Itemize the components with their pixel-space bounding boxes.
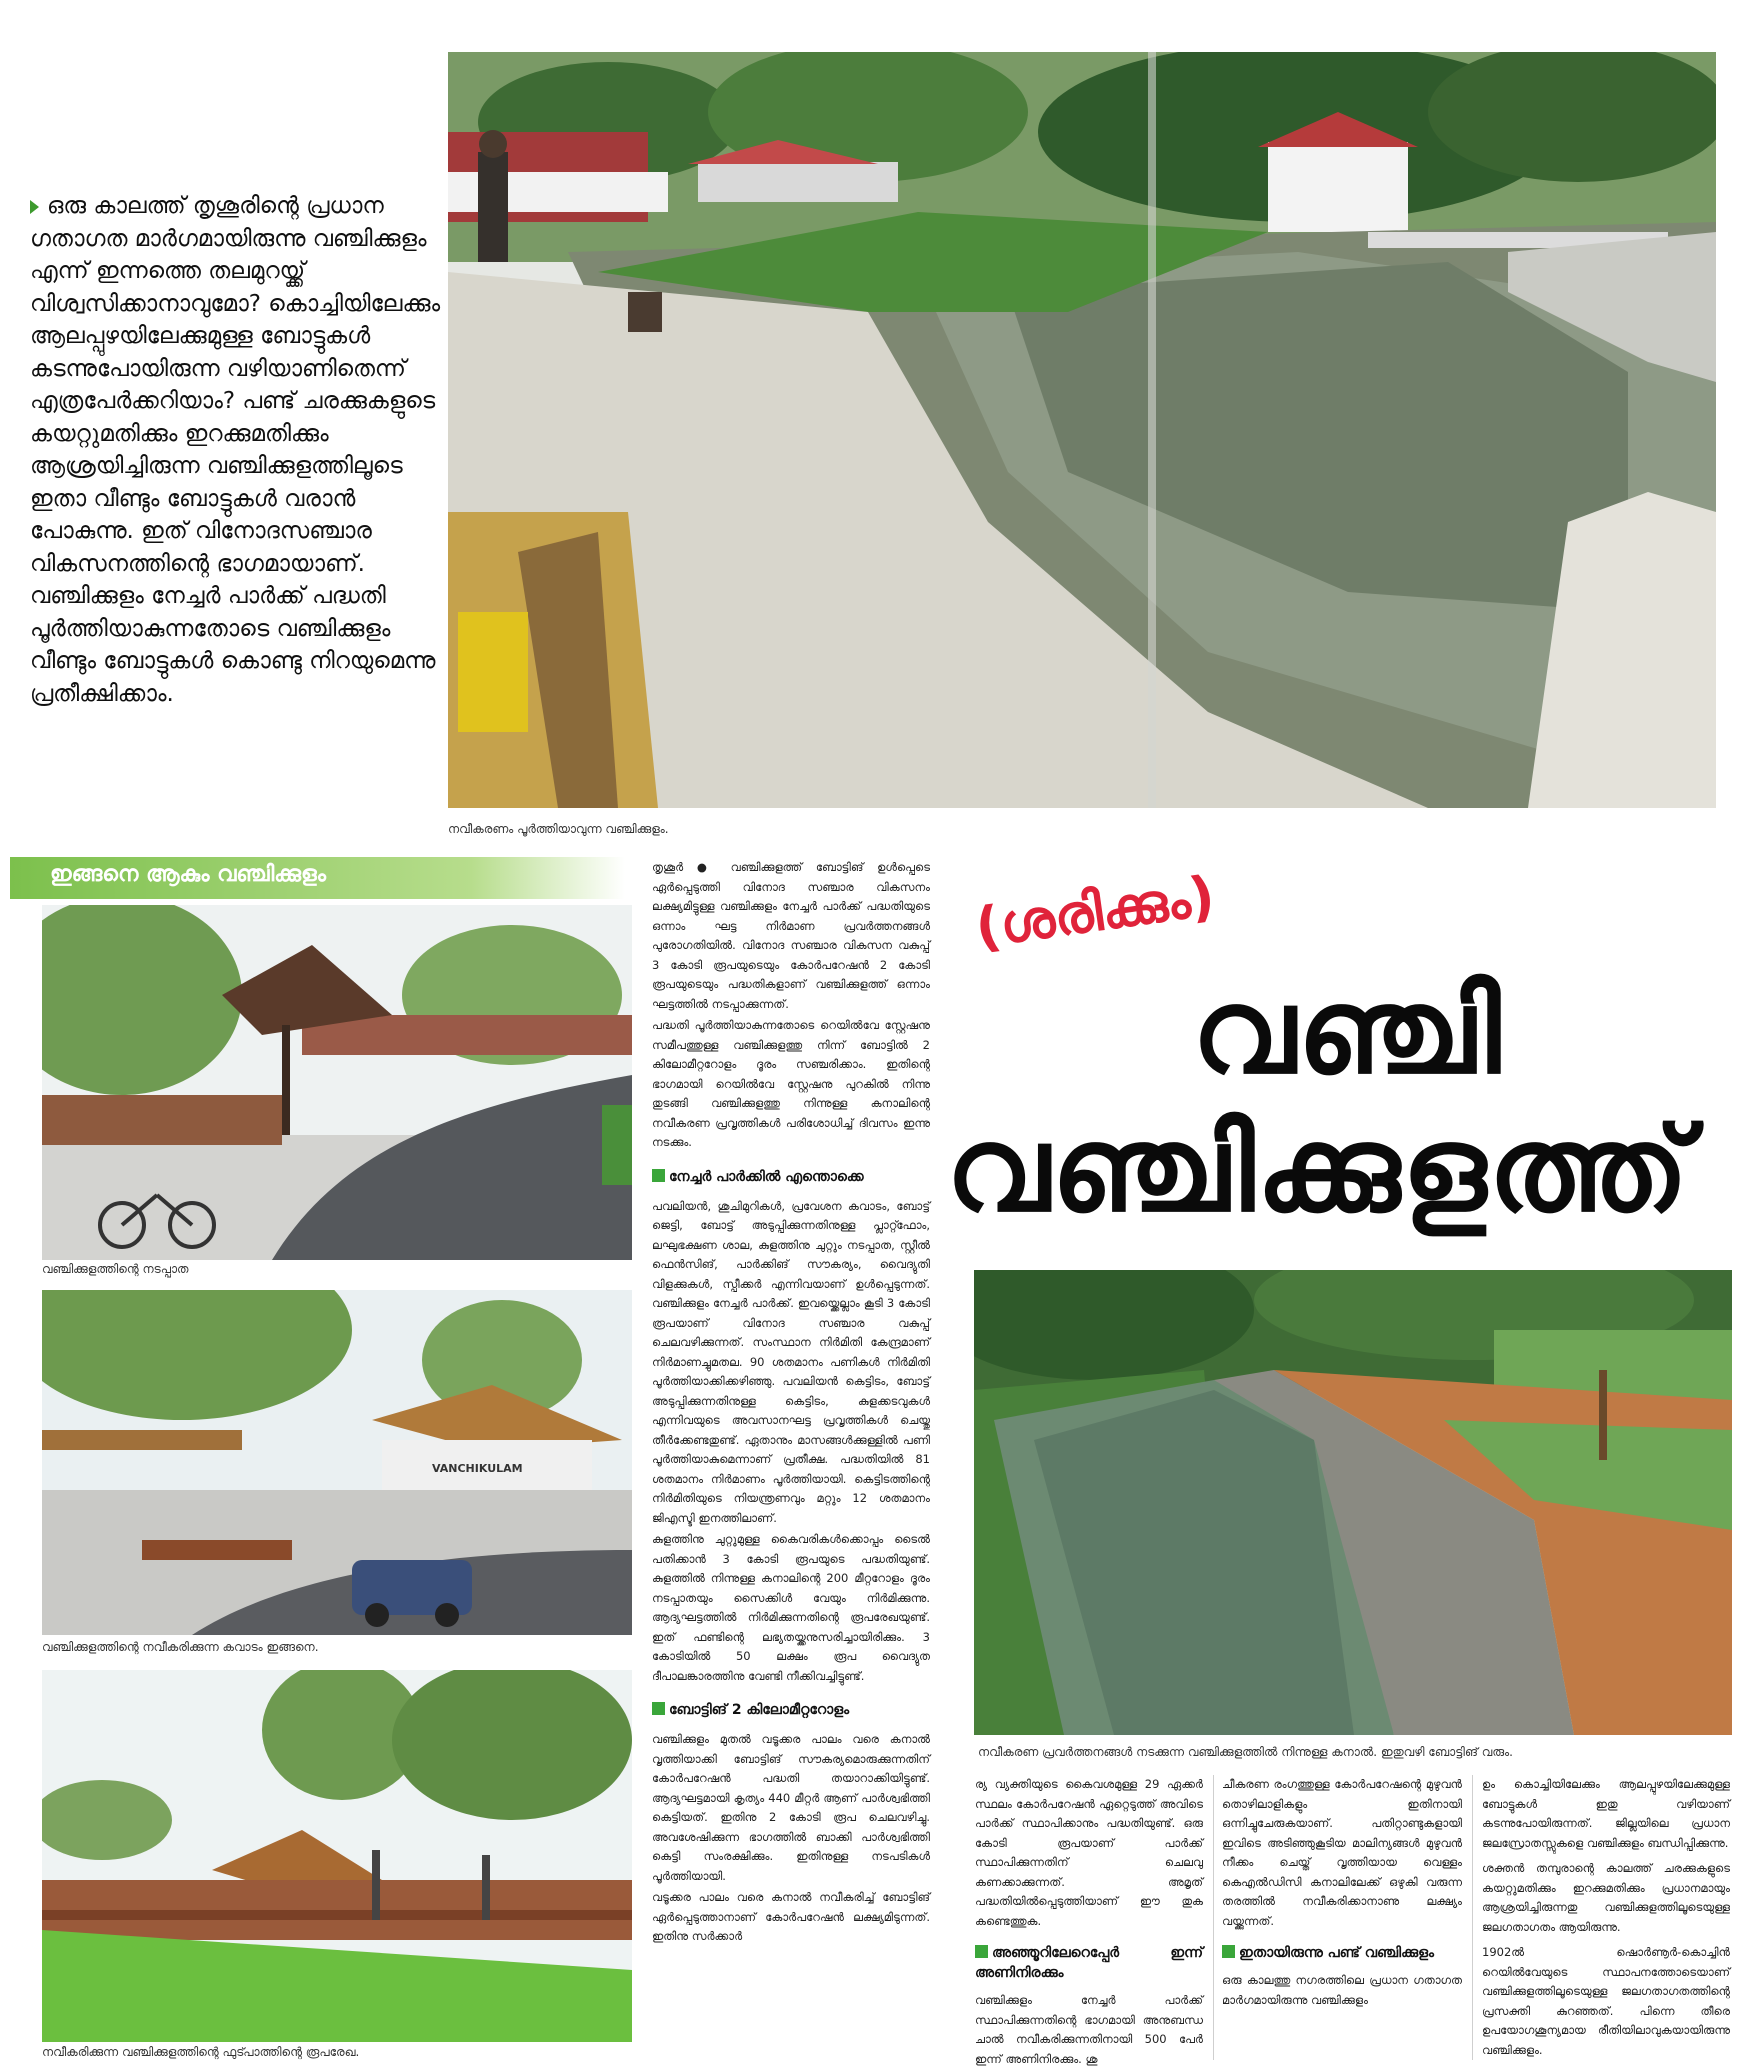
column-divider bbox=[1213, 1775, 1214, 2060]
green-square-icon bbox=[652, 1702, 665, 1715]
article-paragraph: പദ്ധതി പൂർത്തിയാകുന്നതോടെ റെയിൽവേ സ്റ്റേഷനു സമീപത്തുള്ള വഞ്ചിക്കുളത്തു നിന്ന് ബോട്ടിൽ 2 കിലോമീറ്ററോളം ദൂരം സഞ്ചരിക്കാം. ഇതിന്റെ ഭാഗമായി റെയിൽവേ സ്റ്റേഷനു പുറകിൽ നിന്നു തുടങ്ങി വഞ്ചിക്കുളത്തു നിന്നുള്ള കനാലിന്റെ നവീകരണ പ്രവൃത്തികൾ പരിശോധിച്ച് ദിവസം ഇന്നു നടക്കും. bbox=[652, 1018, 930, 1149]
canal-photo bbox=[974, 1270, 1732, 1735]
entrance-sign: VANCHIKULAM bbox=[432, 1462, 523, 1475]
bullet-marker bbox=[30, 200, 39, 214]
headline-kicker: (ശരിക്കും) bbox=[971, 863, 1219, 960]
article-column-4 bbox=[1482, 1775, 1730, 2060]
walkway-render-caption: വഞ്ചിക്കുളത്തിന്റെ നടപ്പാത bbox=[42, 1262, 189, 1276]
headline-line-2: വഞ്ചിക്കുളത്ത് bbox=[946, 1100, 1691, 1238]
pond-photo bbox=[448, 52, 1716, 808]
canal-photo-caption: നവീകരണ പ്രവർത്തനങ്ങൾ നടക്കുന്ന വഞ്ചിക്കുളത്തിൽ നിന്നുള്ള കനാൽ. ഇതുവഴി ബോട്ടിങ് വരും. bbox=[978, 1745, 1513, 1759]
intro-text: ഒരു കാലത്ത് തൃശൂരിന്റെ പ്രധാന ഗതാഗത മാർഗമായിരുന്നു വഞ്ചിക്കുളം എന്ന് ഇന്നത്തെ തലമുറയ്ക്ക് വിശ്വസിക്കാനാവുമോ? കൊച്ചിയിലേക്കും ആലപ്പുഴയിലേക്കുമുള്ള ബോട്ടുകൾ കടന്നുപോയിരുന്ന വഴിയാണിതെന്ന് എത്രപേർക്കറിയാം? പണ്ട് ചരക്കുകളുടെ കയറ്റുമതിക്കും ഇറക്കുമതിക്കും ആശ്രയിച്ചിരുന്ന വഞ്ചിക്കുളത്തിലൂടെ ഇതാ വീണ്ടും ബോട്ടുകൾ വരാൻ പോകുന്നു. ഇത് വിനോദസഞ്ചാര വികസനത്തിന്റെ ഭാഗമായാണ്. വഞ്ചിക്കുളം നേച്ചർ പാർക്ക് പദ്ധതി പൂർത്തിയാകുന്നതോടെ വഞ്ചിക്കുളം വീണ്ടും ബോട്ടുകൾ കൊണ്ടു നിറയുമെന്നു പ്രതീക്ഷിക്കാം. bbox=[30, 193, 441, 707]
article-column-2 bbox=[975, 1775, 1203, 2069]
article-paragraph: ഒരു കാലത്തു നഗരത്തിലെ പ്രധാന ഗതാഗത മാർഗമായിരുന്നു വഞ്ചിക്കുളം bbox=[1222, 1973, 1462, 2007]
article-paragraph: തൃശൂർ ● വഞ്ചിക്കുളത്ത് ബോട്ടിങ് ഉൾപ്പെടെ ഏർപ്പെടുത്തി വിനോദ സഞ്ചാര വികസനം ലക്ഷ്യമിട്ടുള്ള വഞ്ചിക്കുളം നേച്ചർ പാർക്ക് പദ്ധതിയുടെ ഒന്നാം ഘട്ട നിർമാണ പ്രവർത്തനങ്ങൾ പുരോഗതിയിൽ. വിനോദ സഞ്ചാര വികസന വകുപ്പ് 3 കോടി രൂപയുടെയും കോർപറേഷൻ 2 കോടി രൂപയുടെയും പദ്ധതികളാണ് വഞ്ചിക്കുളത്ത് ഒന്നാം ഘട്ടത്തിൽ നടപ്പാക്കുന്നത്. bbox=[652, 860, 930, 1011]
article-column-1 bbox=[652, 858, 930, 1947]
article-paragraph: വഞ്ചിക്കുളം മുതൽ വടൂക്കര പാലം വരെ കനാൽ വൃത്തിയാക്കി ബോട്ടിങ് സൗകര്യമൊരുക്കുന്നതിന് കോർപറേഷൻ പദ്ധതി തയാറാക്കിയിട്ടുണ്ട്. ആദ്യഘട്ടമായി കൃത്യം 440 മീറ്റർ ആണ് പാർശ്വഭിത്തി കെട്ടിയത്. ഇതിനു 2 കോടി രൂപ ചെലവഴിച്ചു. അവശേഷിക്കുന്ന ഭാഗത്തിൽ ബാക്കി പാർശ്വഭിത്തി കെട്ടി സംരക്ഷിക്കും. ഇതിനുള്ള നടപടികൾ പൂർത്തിയായി. bbox=[652, 1732, 930, 1883]
article-paragraph: ശക്തൻ തമ്പുരാന്റെ കാലത്ത് ചരക്കുകളുടെ കയറ്റുമതിക്കും ഇറക്കുമതിക്കും പ്രധാനമായും ആശ്രയിച്ചിരുന്നതു വഞ്ചിക്കുളത്തിലൂടെയുള്ള ജലഗതാഗതം ആയിരുന്നു. bbox=[1482, 1861, 1730, 1934]
subheading-nature-park: നേച്ചർ പാർക്കിൽ എന്തൊക്കെ bbox=[652, 1167, 930, 1187]
footpath-render bbox=[42, 1670, 632, 2042]
footpath-render-caption: നവീകരിക്കുന്ന വഞ്ചിക്കുളത്തിന്റെ ഫുട്പാത്തിന്റെ രൂപരേഖ. bbox=[42, 2045, 360, 2059]
renders-banner bbox=[10, 857, 625, 899]
intro-paragraph bbox=[30, 190, 460, 710]
renders-banner-title: ഇങ്ങനെ ആകും വഞ്ചിക്കുളം bbox=[50, 862, 326, 887]
article-paragraph: ചീകരണ രംഗത്തുള്ള കോർപറേഷന്റെ മുഴുവൻ തൊഴിലാളികളും ഇതിനായി ഒന്നിച്ചുചേരുകയാണ്. പതിറ്റാണ്ടുകളായി ഇവിടെ അടിഞ്ഞുകൂടിയ മാലിന്യങ്ങൾ മുഴുവൻ നീക്കം ചെയ്ത് വൃത്തിയായ വെള്ളം കെഎൽഡിസി കനാലിലേക്ക് ഒഴുകി വരുന്ന തരത്തിൽ നവീകരിക്കാനാണു ലക്ഷ്യം വയ്ക്കുന്നത്. bbox=[1222, 1777, 1462, 1928]
walkway-render bbox=[42, 905, 632, 1260]
green-square-icon bbox=[975, 1945, 988, 1958]
entrance-render-caption: വഞ്ചിക്കുളത്തിന്റെ നവീകരിക്കുന്ന കവാടം ഇങ്ങനെ. bbox=[42, 1640, 319, 1654]
green-square-icon bbox=[652, 1169, 665, 1182]
entrance-render bbox=[42, 1290, 632, 1635]
column-divider bbox=[1472, 1775, 1473, 2060]
article-paragraph: ര്യ വ്യക്തിയുടെ കൈവശമുള്ള 29 ഏക്കർ സ്ഥലം കോർപറേഷൻ ഏറ്റെടുത്ത് അവിടെ പാർക്ക് സ്ഥാപിക്കാനും പദ്ധതിയുണ്ട്. ഒരു കോടി രൂപയാണ് പാർക്ക് സ്ഥാപിക്കുന്നതിന് ചെലവു കണക്കാക്കുന്നത്. അമൃത് പദ്ധതിയിൽപ്പെടുത്തിയാണ് ഈ തുക കണ്ടെത്തുക. bbox=[975, 1777, 1203, 1928]
article-paragraph: വടൂക്കര പാലം വരെ കനാൽ നവീകരിച്ച് ബോട്ടിങ് ഏർപ്പെടുത്താനാണ് കോർപറേഷൻ ലക്ഷ്യമിടുന്നത്. ഇതിനു സർക്കാർ bbox=[652, 1890, 930, 1943]
green-square-icon bbox=[1222, 1945, 1235, 1958]
article-paragraph: പവലിയൻ, ശുചിമുറികൾ, പ്രവേശന കവാടം, ബോട്ട് ജെട്ടി, ബോട്ട് അടുപ്പിക്കുന്നതിനുള്ള പ്ലാറ്റ്ഫോം, ലഘുഭക്ഷണ ശാല, കുളത്തിനു ചുറ്റും നടപ്പാത, സ്റ്റീൽ ഫെൻസിങ്, പാർക്കിങ് സൗകര്യം, വൈദ്യുതി വിളക്കുകൾ, സ്പീക്കർ എന്നിവയാണ് ഉൾപ്പെടുന്നത്. വഞ്ചിക്കുളം നേച്ചർ പാർക്ക്. ഇവയ്ക്കെല്ലാം കൂടി 3 കോടി രൂപയാണ് വിനോദ സഞ്ചാര വകുപ്പ് ചെലവഴിക്കുന്നത്. സംസ്ഥാന നിർമിതി കേന്ദ്രമാണ് നിർമാണച്ചുമതല. 90 ശതമാനം പണികൾ നിർമിതി പൂർത്തിയാക്കിക്കഴിഞ്ഞു. പവലിയൻ കെട്ടിടം, ബോട്ട് അടുപ്പിക്കുന്നതിനുള്ള കെട്ടിടം, കുളക്കടവുകൾ എന്നിവയുടെ അവസാനഘട്ട പ്രവൃത്തികൾ ചെയ്തു തീർക്കേണ്ടതുണ്ട്. ഏതാനും മാസങ്ങൾക്കുള്ളിൽ പണി പൂർത്തിയാകുമെന്നാണ് പ്രതീക്ഷ. പദ്ധതിയിൽ 81 ശതമാനം നിർമാണം പൂർത്തിയായി. കെട്ടിടത്തിന്റെ നിർമിതിയുടെ നിയന്ത്രണവും മറ്റും 12 ശതമാനം ജിഎസ്ടി ഇനത്തിലാണ്. bbox=[652, 1198, 930, 1525]
headline-line-1: വഞ്ചി bbox=[1192, 962, 1503, 1100]
article-paragraph: ഉം കൊച്ചിയിലേക്കും ആലപ്പുഴയിലേക്കുമുള്ള ബോട്ടുകൾ ഇതു വഴിയാണ് കടന്നുപോയിരുന്നത്. ജില്ലയിലെ പ്രധാന ജലസ്രോതസ്സുകളെ വഞ്ചിക്കുളം ബന്ധിപ്പിക്കുന്നു. bbox=[1482, 1777, 1730, 1850]
subheading-volunteers: അഞ്ഞൂറിലേറെപ്പേർ ഇന്ന് അണിനിരക്കും bbox=[975, 1945, 1203, 1981]
top-photo-caption: നവീകരണം പൂർത്തിയാവുന്ന വഞ്ചിക്കുളം. bbox=[448, 822, 669, 836]
article-paragraph: 1902ൽ ഷൊർണൂർ-കൊച്ചിൻ റെയിൽവേയുടെ സ്ഥാപനത്തോടെയാണ് വഞ്ചിക്കുളത്തിലൂടെയുള്ള ജലഗതാഗതത്തിന്റെ പ്രസക്തി കുറഞ്ഞത്. പിന്നെ തീരെ ഉപയോഗശൂന്യമായ രീതിയിലാവുകയായിരുന്നു വഞ്ചിക്കുളം. bbox=[1482, 1945, 1730, 2057]
article-column-3 bbox=[1222, 1775, 1462, 2010]
article-paragraph: വഞ്ചിക്കുളം നേച്ചർ പാർക്ക് സ്ഥാപിക്കുന്നതിന്റെ ഭാഗമായി അനുബന്ധ ചാൽ നവീകരിക്കുന്നതിനായി 500 പേർ ഇന്ന് അണിനിരക്കും. ശു bbox=[975, 1993, 1203, 2066]
subheading-boating: ബോട്ടിങ് 2 കിലോമീറ്ററോളം bbox=[652, 1700, 930, 1720]
article-paragraph: കുളത്തിനു ചുറ്റുമുള്ള കൈവരികൾക്കൊപ്പം ടൈൽ പതിക്കാൻ 3 കോടി രൂപയുടെ പദ്ധതിയുണ്ട്. കുളത്തിൽ നിന്നുള്ള കനാലിന്റെ 200 മീറ്ററോളം ദൂരം നടപ്പാതയും സൈക്കിൾ വേയും നിർമിക്കുന്നു. ആദ്യഘട്ടത്തിൽ നിർമിക്കുന്നതിന്റെ രൂപരേഖയുണ്ട്. ഇത് ഫണ്ടിന്റെ ലഭ്യതയ്ക്കനുസരിച്ചായിരിക്കും. 3 കോടിയിൽ 50 ലക്ഷം രൂപ വൈദ്യുത ദീപാലങ്കാരത്തിനു വേണ്ടി നീക്കിവച്ചിട്ടുണ്ട്. bbox=[652, 1532, 930, 1683]
subheading-history: ഇതായിരുന്നു പണ്ട് വഞ്ചിക്കുളം bbox=[1222, 1943, 1462, 1963]
